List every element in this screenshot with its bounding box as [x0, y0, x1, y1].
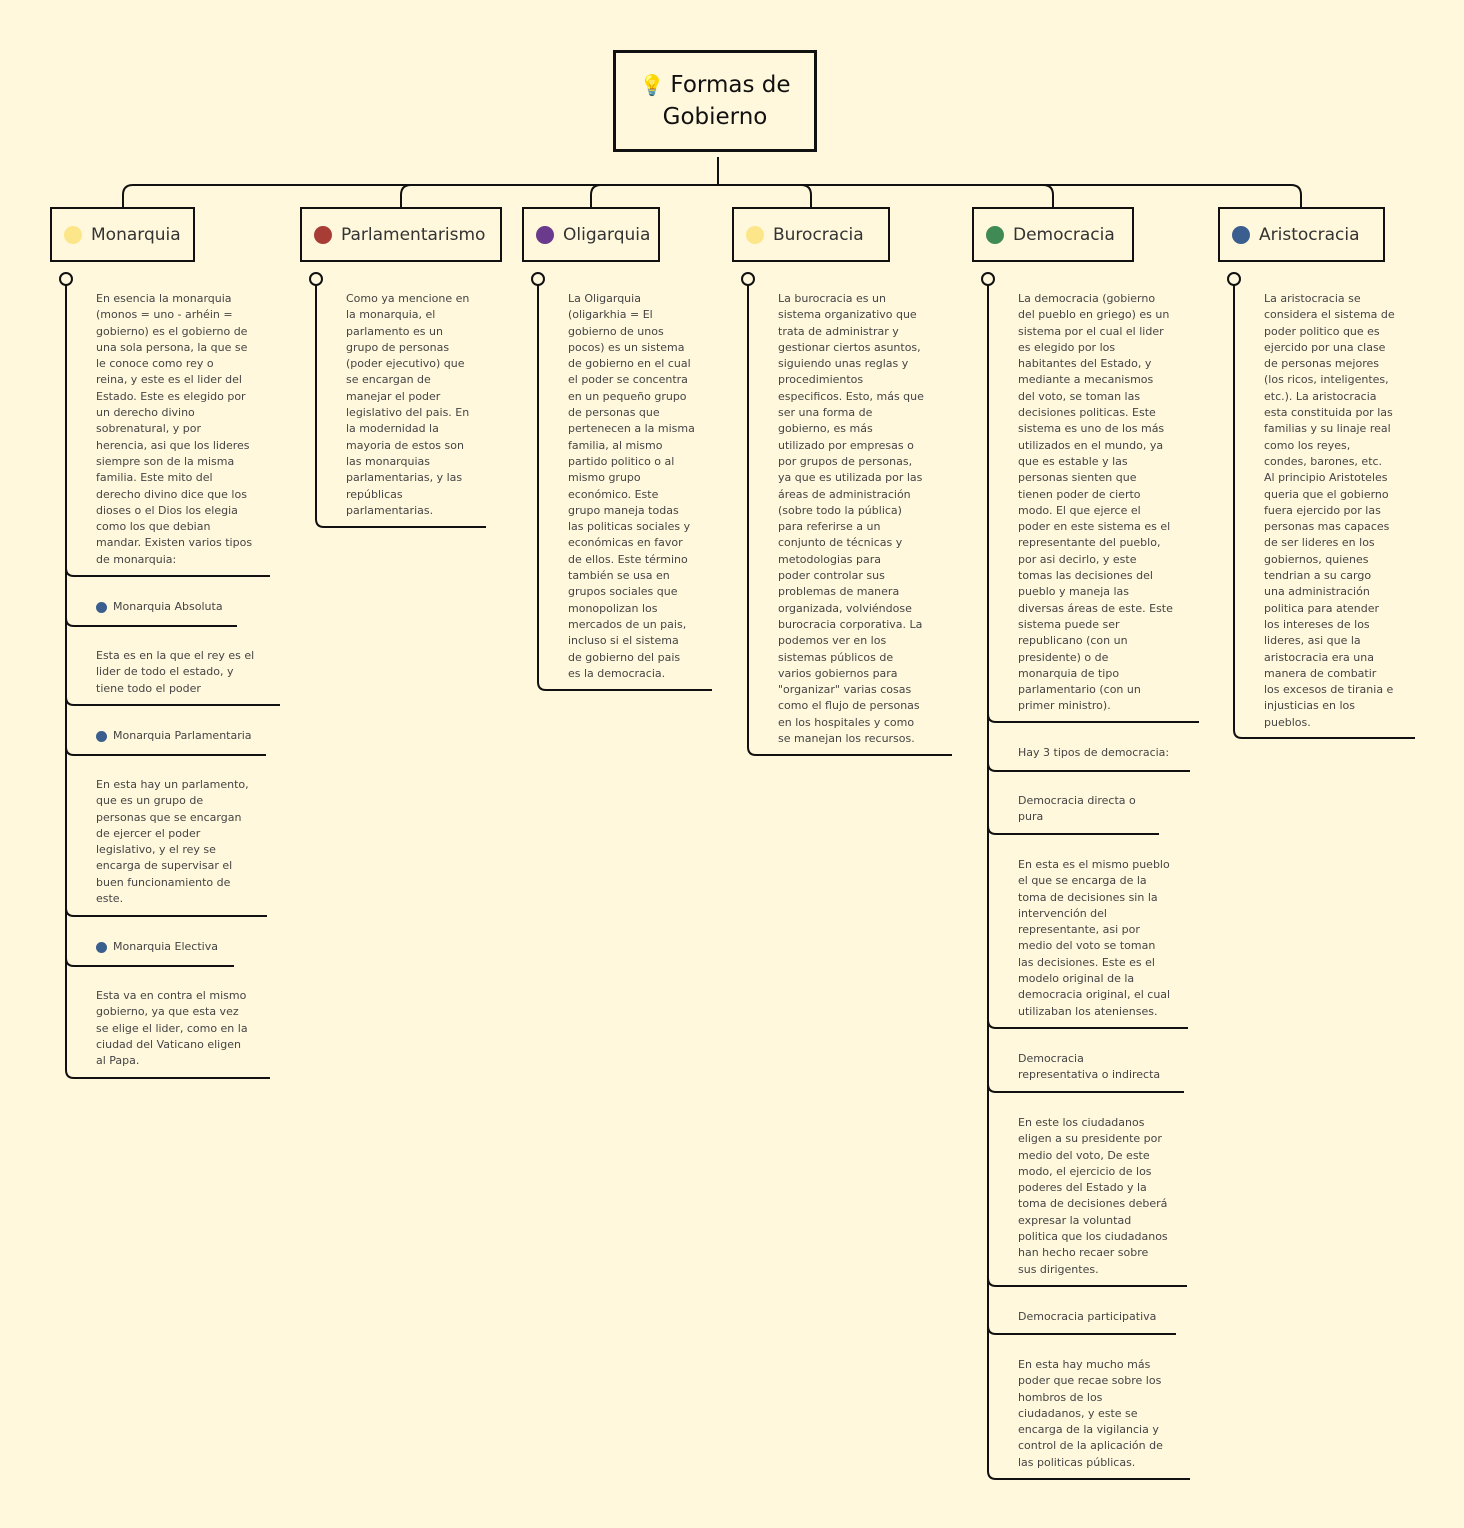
subtopic-democracia-participativa[interactable]: Democracia participativa	[1018, 1310, 1157, 1323]
root-topic[interactable]	[613, 50, 817, 152]
parlamentarismo-description: Como ya mencione en la monarquia, el parlamento es un grupo de personas (poder ejecutivo) que se encargan de manejar el poder legislativo del pais. En la modernidad la mayoria de estos son las monarquias parlamentarias, y las repúblicas parlamentarias.	[346, 292, 470, 517]
subtopic-label: Monarquia Absoluta	[113, 600, 223, 613]
monarquia-parlamentaria-description: En esta hay un parlamento, que es un grupo de personas que se encargan de ejercer el poder legislativo, y el rey se encarga de supervisar el buen funcionamiento de este.	[96, 778, 249, 906]
lightbulb-icon: 💡	[639, 73, 665, 97]
subtopic-label: Monarquia Parlamentaria	[113, 729, 252, 742]
oligarquia-description: La Oligarquia (oligarkhia = El gobierno de unos pocos) es un sistema de gobierno en el cual el poder se concentra en un pequeño grupo de personas que pertenecen a la misma familia, al mismo partido politico o al mismo grupo económico. Este grupo maneja todas las politicas sociales y económicas en favor de ellos. Este término también se usa en grupos sociales que monopolizan los mercados de un pais, incluso si el sistema de gobierno del pais es la democracia.	[568, 292, 695, 680]
democracia-description: La democracia (gobierno del pueblo en griego) es un sistema por el cual el lider es elegido por los habitantes del Estado, y mediante a mecanismos del voto, se toman las decisiones politicas. Este sistema es uno de los más utilizados en el mundo, ya que es estable y las personas sienten que tienen poder de cierto modo. El que ejerce el poder en este sistema es el representante del pueblo, por asi decirlo, y este tomas las decisiones del pueblo y maneja las diversas áreas de este. Este sistema puede ser republicano (con un presidente) o de monarquia de tipo parlamentario (con un primer ministro).	[1018, 292, 1173, 713]
blue-dot-icon	[1232, 226, 1250, 244]
subtopic-label: Monarquia Electiva	[113, 940, 218, 953]
topic-label: Democracia	[1013, 224, 1115, 245]
subtopic-democracia-representativa[interactable]: Democracia representativa o indirecta	[1018, 1052, 1161, 1082]
subtopic-monarquia-absoluta[interactable]	[96, 599, 223, 615]
topic-oligarquia[interactable]	[522, 207, 660, 262]
blue-dot-icon	[96, 602, 107, 613]
purple-dot-icon	[536, 226, 554, 244]
topic-burocracia[interactable]	[732, 207, 890, 262]
subtopic-monarquia-parlamentaria[interactable]	[96, 728, 252, 744]
yellow-dot-icon	[746, 226, 764, 244]
democracia-directa-description: En esta es el mismo pueblo el que se encarga de la toma de decisiones sin la intervención del representante, asi por medio del voto se toman las decisiones. Este es el modelo original de la democracia original, el cual utilizaban los atenienses.	[1018, 858, 1171, 1018]
subtopic-monarquia-electiva[interactable]	[96, 939, 218, 955]
democracia-tipos: Hay 3 tipos de democracia:	[1018, 746, 1170, 759]
red-dot-icon	[314, 226, 332, 244]
topic-parlamentarismo[interactable]	[300, 207, 502, 262]
topic-democracia[interactable]	[972, 207, 1134, 262]
green-dot-icon	[986, 226, 1004, 244]
root-title: Formas de Gobierno	[662, 72, 791, 130]
subtopic-democracia-directa[interactable]: Democracia directa o pura	[1018, 794, 1136, 824]
democracia-representativa-description: En este los ciudadanos eligen a su presidente por medio del voto, De este modo, el ejercicio de los poderes del Estado y la toma de decisiones deberá expresar la voluntad politica que los ciudadanos han hecho recaer sobre sus dirigentes.	[1018, 1116, 1168, 1276]
topic-label: Aristocracia	[1259, 224, 1360, 245]
topic-label: Burocracia	[773, 224, 864, 245]
topic-label: Monarquia	[91, 224, 181, 245]
yellow-dot-icon	[64, 226, 82, 244]
topic-label: Oligarquia	[563, 224, 651, 245]
aristocracia-description: La aristocracia se considera el sistema de poder politico que es ejercido por una clase de personas mejores (los ricos, inteligentes, etc.). La aristocracia esta constituida por las familias y su linaje real como los reyes, condes, barones, etc. Al principio Aristoteles queria que el gobierno fuera ejercido por las personas mas capaces de ser lideres en los gobiernos, quienes tendrian a su cargo una administración politica para atender los intereses de los lideres, asi que la aristocracia era una manera de combatir los excesos de tirania e injusticias en los pueblos.	[1264, 292, 1395, 729]
blue-dot-icon	[96, 731, 107, 742]
monarquia-absoluta-description: Esta es en la que el rey es el lider de todo el estado, y tiene todo el poder	[96, 649, 255, 695]
topic-monarquia[interactable]	[50, 207, 195, 262]
blue-dot-icon	[96, 942, 107, 953]
democracia-participativa-description: En esta hay mucho más poder que recae sobre los hombros de los ciudadanos, y este se encarga de la vigilancia y control de la aplicación de las politicas públicas.	[1018, 1358, 1163, 1469]
monarquia-description: En esencia la monarquia (monos = uno - arhéin = gobierno) es el gobierno de una sola persona, la que se le conoce como rey o reina, y este es el lider del Estado. Este es elegido por un derecho divino sobrenatural, y por herencia, asi que los lideres siempre son de la misma familia. Este mito del derecho divino dice que los dioses o el Dios los elegia como los que debian mandar. Existen varios tipos de monarquia:	[96, 292, 253, 566]
monarquia-electiva-description: Esta va en contra el mismo gobierno, ya que esta vez se elige el lider, como en la ciudad del Vaticano eligen al Papa.	[96, 989, 248, 1068]
topic-label: Parlamentarismo	[341, 224, 486, 245]
burocracia-description: La burocracia es un sistema organizativo que trata de administrar y gestionar ciertos asuntos, siguiendo unas reglas y procedimientos especificos. Esto, más que ser una forma de gobierno, es más utilizado por empresas o por grupos de personas, ya que es utilizada por las áreas de administración (sobre todo la pública) para referirse a un conjunto de técnicas y metodologias para poder controlar sus problemas de manera organizada, volviéndose burocracia corporativa. La podemos ver en los sistemas públicos de varios gobiernos para "organizar" varias cosas como el flujo de personas en los hospitales y como se manejan los recursos.	[778, 292, 924, 746]
topic-aristocracia[interactable]	[1218, 207, 1385, 262]
